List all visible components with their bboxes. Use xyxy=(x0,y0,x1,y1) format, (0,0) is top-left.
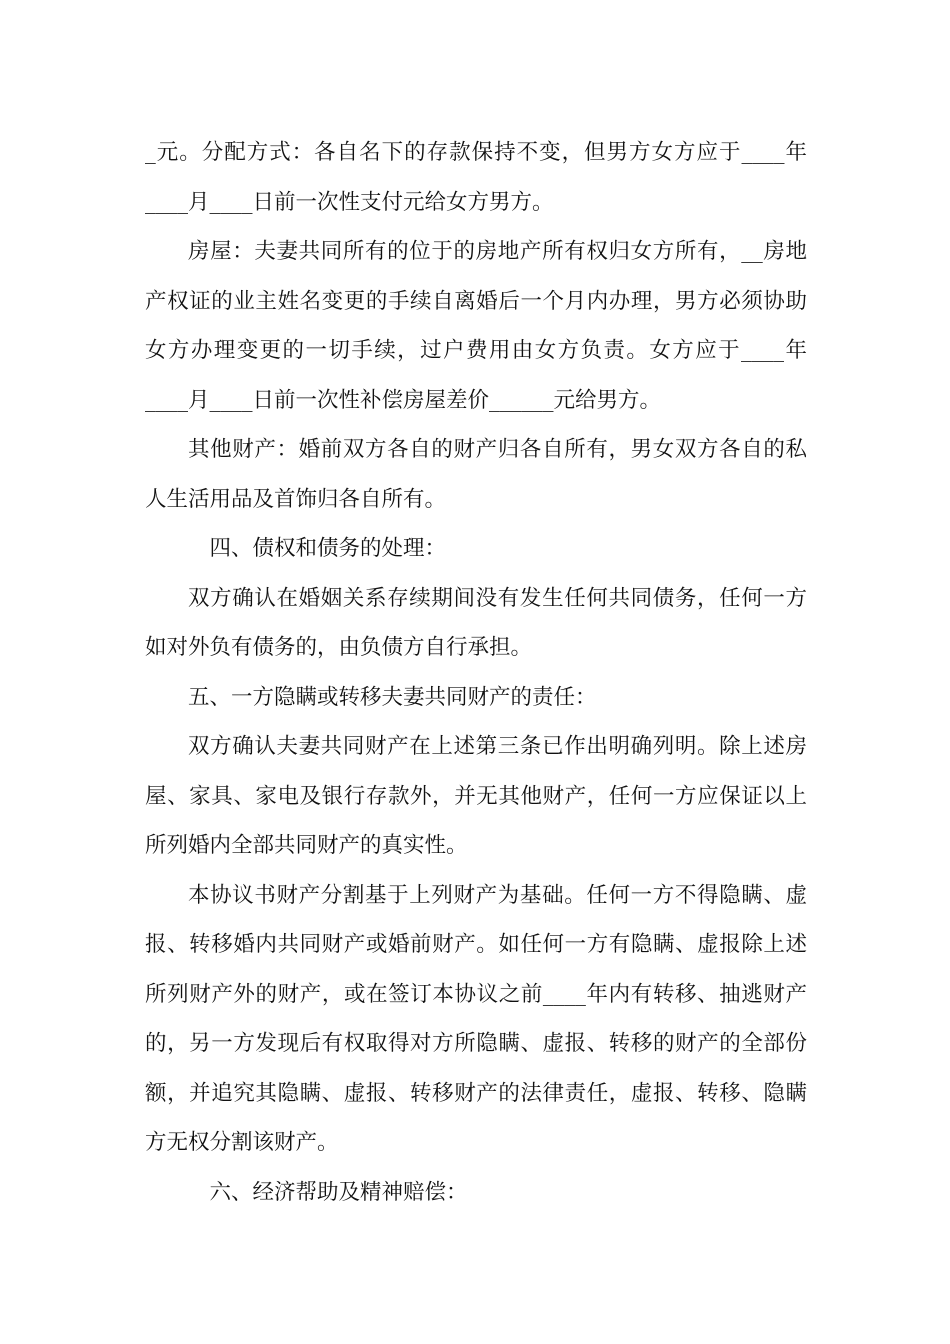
paragraph-joint-property-confirmation: 双方确认夫妻共同财产在上述第三条已作出明确列明。除上述房屋、家具、家电及银行存款外，并无其他财产，任何一方应保证以上所列婚内全部共同财产的真实性。 xyxy=(145,734,807,858)
section-heading-debts: 四、债权和债务的处理： xyxy=(209,536,447,561)
paragraph-concealment-liability: 本协议书财产分割基于上列财产为基础。任何一方不得隐瞒、虚报、转移婚内共同财产或婚前财产。如任何一方有隐瞒、虚报除上述所列财产外的财产，或在签订本协议之前____年内有转移、抽逃财产的，另一方发现后有权取得对方所隐瞒、虚报、转移的财产的全部份额，并追究其隐瞒、虚报、转移财产的法律责任，虚报、转移、隐瞒方无权分割该财产。 xyxy=(145,882,807,1155)
section-heading-compensation: 六、经济帮助及精神赔偿： xyxy=(209,1179,468,1205)
paragraph-deposit-distribution: _元。分配方式：各自名下的存款保持不变，但男方女方应于____年____月____日前一次性支付元给女方男方。 xyxy=(145,140,807,215)
section-heading-concealment: 五、一方隐瞒或转移夫妻共同财产的责任： xyxy=(188,684,597,710)
paragraph-debts: 双方确认在婚姻关系存续期间没有发生任何共同债务，任何一方如对外负有债务的，由负债方自行承担。 xyxy=(145,585,807,660)
paragraph-other-property: 其他财产：婚前双方各自的财产归各自所有，男女双方各自的私人生活用品及首饰归各自所有。 xyxy=(145,437,807,512)
document-body xyxy=(145,128,807,1217)
paragraph-house: 房屋：夫妻共同所有的位于的房地产所有权归女方所有，__房地产权证的业主姓名变更的手续自离婚后一个月内办理，男方必须协助女方办理变更的一切手续，过户费用由女方负责。女方应于____年____月____日前一次性补偿房屋差价______元给男方。 xyxy=(145,239,807,413)
